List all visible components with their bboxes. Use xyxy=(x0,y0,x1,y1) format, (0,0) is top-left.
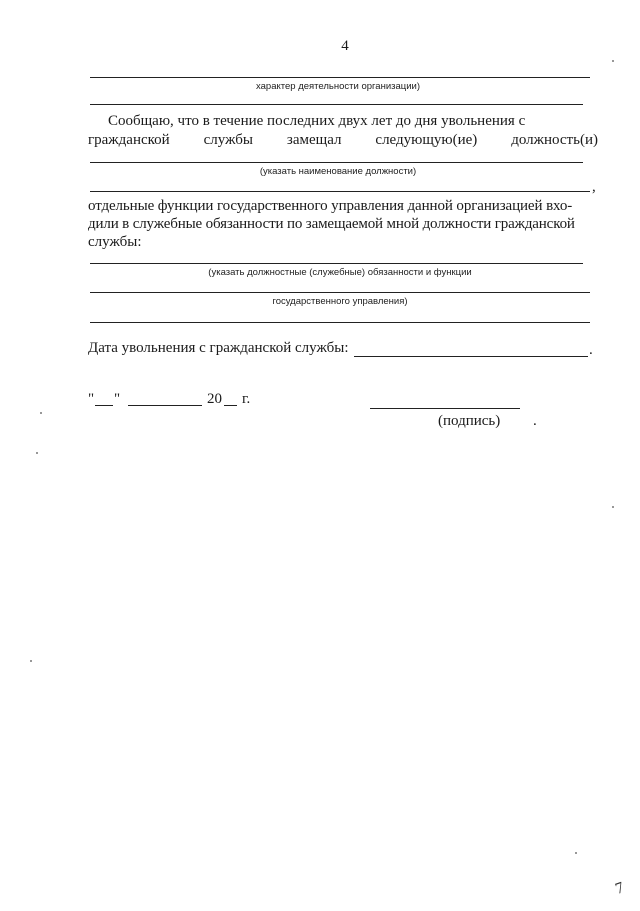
date-year-suffix: г. xyxy=(242,391,251,407)
corner-handwritten-mark: 7 xyxy=(613,879,627,898)
position-name-line xyxy=(90,162,583,163)
position-name-line-2 xyxy=(90,191,590,192)
statement-line-2 xyxy=(88,131,598,149)
position-name-caption: (указать наименование должности) xyxy=(259,166,417,177)
statement-word: замещал xyxy=(286,132,342,148)
statement-word: службы xyxy=(203,132,253,148)
date-day-field[interactable] xyxy=(95,405,113,406)
scan-speck xyxy=(612,506,614,508)
statement-word: должность(и) xyxy=(511,132,598,148)
signature-label: (подпись) xyxy=(438,413,501,429)
duties-line-2 xyxy=(90,292,590,293)
statement-word: следующую(ие) xyxy=(375,132,478,148)
statement-word: гражданской xyxy=(88,132,170,148)
duties-line-3 xyxy=(90,322,590,323)
date-month-field[interactable] xyxy=(128,405,202,406)
date-year-prefix: 20 xyxy=(207,391,222,407)
statement-line-1: Сообщаю, что в течение последних двух лет до дня увольнения с xyxy=(108,113,526,129)
functions-line-3: службы: xyxy=(88,234,142,250)
duties-line xyxy=(90,263,583,264)
signature-dot: . xyxy=(533,413,537,429)
org-activity-line-2 xyxy=(90,104,583,105)
scan-speck xyxy=(36,452,38,454)
scan-speck xyxy=(575,852,577,854)
org-activity-line xyxy=(90,77,590,78)
duties-caption-1: (указать должностные (служебные) обязанности и функции xyxy=(208,267,472,278)
date-quote-open: " xyxy=(88,391,95,407)
functions-line-2: дили в служебные обязанности по замещаемой мной должности гражданской xyxy=(88,216,575,232)
date-quote-close: " xyxy=(114,391,121,407)
position-comma: , xyxy=(592,179,596,195)
date-year-field[interactable] xyxy=(224,405,237,406)
dismissal-label: Дата увольнения с гражданской службы: xyxy=(88,340,349,356)
page-number: 4 xyxy=(341,38,349,54)
signature-field[interactable] xyxy=(370,408,520,409)
functions-line-1: отдельные функции государственного управления данной организацией вхо- xyxy=(88,198,573,214)
dismissal-end-punct: . xyxy=(589,342,593,358)
scan-speck xyxy=(30,660,32,662)
duties-caption-2: государственного управления) xyxy=(272,296,408,307)
scan-speck xyxy=(40,412,42,414)
org-activity-caption: характер деятельности организации) xyxy=(256,81,420,92)
scan-speck xyxy=(612,60,614,62)
dismissal-date-field[interactable] xyxy=(354,356,588,357)
